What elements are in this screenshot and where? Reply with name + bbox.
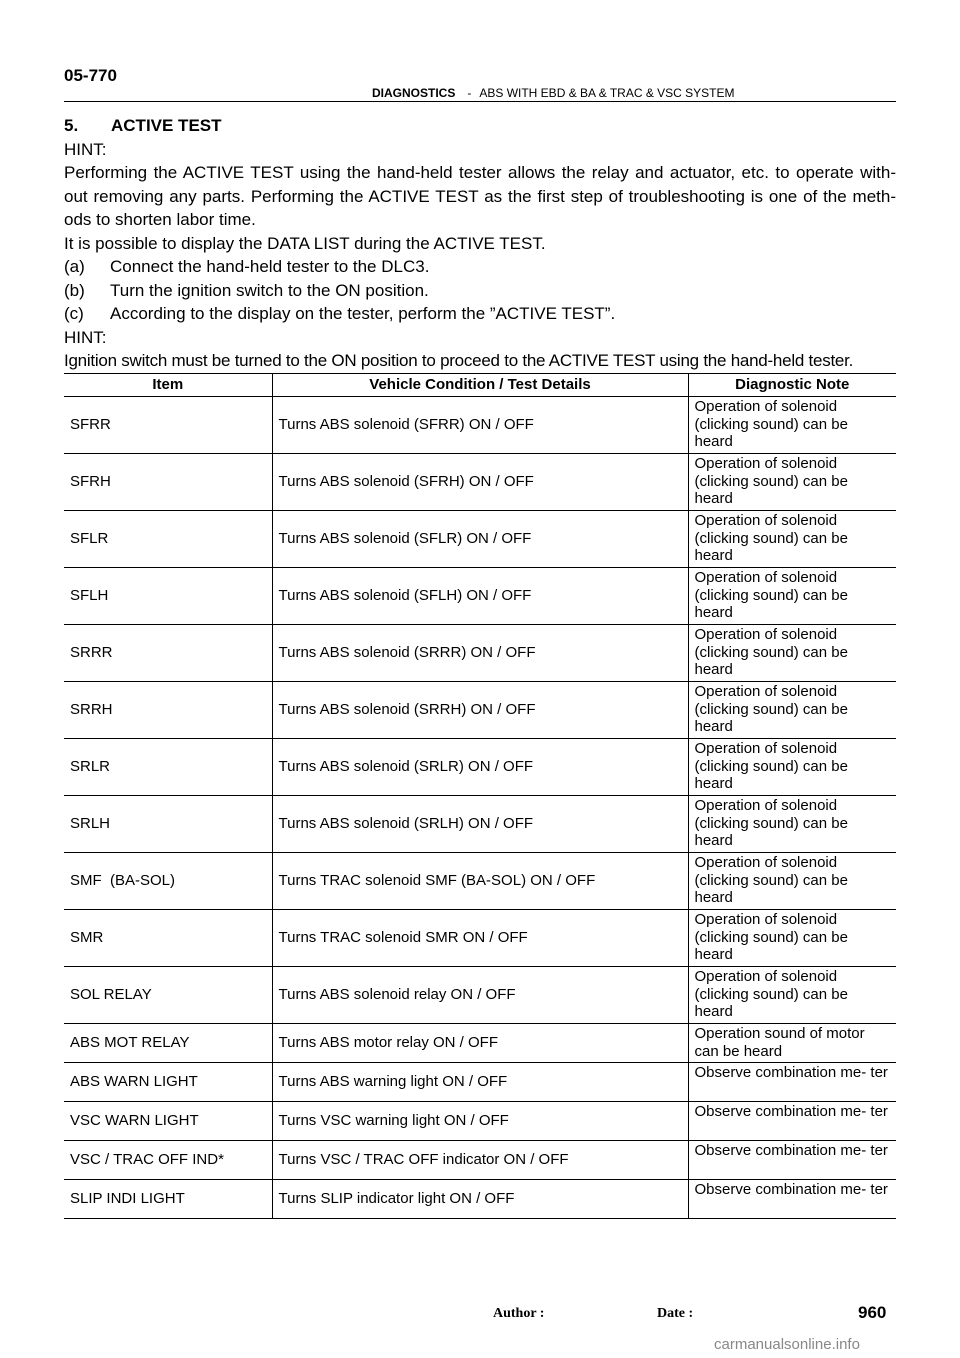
cell-detail: Turns ABS solenoid (SRLH) ON / OFF <box>272 796 688 853</box>
step-label: (a) <box>64 257 85 276</box>
header-section: DIAGNOSTICS <box>372 86 456 100</box>
table-row <box>64 1024 896 1063</box>
cell-note: Operation of solenoid (clicking sound) can be heard <box>688 853 896 910</box>
step-a <box>64 255 896 279</box>
table-row <box>64 1180 896 1219</box>
cell-detail: Turns ABS solenoid (SFLH) ON / OFF <box>272 568 688 625</box>
step-label: (c) <box>64 304 84 323</box>
cell-item: SMF (BA-SOL) <box>64 853 272 910</box>
cell-detail: Turns ABS solenoid (SFRH) ON / OFF <box>272 454 688 511</box>
step-label: (b) <box>64 280 85 300</box>
cell-detail: Turns VSC / TRAC OFF indicator ON / OFF <box>272 1141 688 1180</box>
step-text: Turn the ignition switch to the ON position. <box>110 280 429 300</box>
cell-detail: Turns ABS motor relay ON / OFF <box>272 1024 688 1063</box>
cell-note: Observe combination me- ter <box>688 1102 896 1141</box>
cell-detail: Turns ABS solenoid relay ON / OFF <box>272 967 688 1024</box>
step-text: According to the display on the tester, perform the ”ACTIVE TEST”. <box>110 304 616 323</box>
cell-item: SFRH <box>64 454 272 511</box>
section-heading <box>64 114 896 138</box>
table-row <box>64 682 896 739</box>
page-number: 960 <box>858 1303 887 1322</box>
cell-item: SRLH <box>64 796 272 853</box>
table-row <box>64 1063 896 1102</box>
table-row <box>64 1141 896 1180</box>
table-row <box>64 568 896 625</box>
cell-item: ABS WARN LIGHT <box>64 1063 272 1102</box>
table-row <box>64 967 896 1024</box>
table-body <box>64 397 896 1219</box>
section-number: 5. <box>64 116 79 135</box>
table-row <box>64 1102 896 1141</box>
section-title: ACTIVE TEST <box>111 116 222 135</box>
cell-detail: Turns ABS solenoid (SRRR) ON / OFF <box>272 625 688 682</box>
data-list-note: It is possible to display the DATA LIST during the ACTIVE TEST. <box>64 233 546 253</box>
table-row <box>64 625 896 682</box>
cell-note: Operation of solenoid (clicking sound) can be heard <box>688 625 896 682</box>
table-row <box>64 454 896 511</box>
cell-detail: Turns ABS solenoid (SFRR) ON / OFF <box>272 397 688 454</box>
cell-note: Operation of solenoid (clicking sound) can be heard <box>688 967 896 1024</box>
cell-note: Operation of solenoid (clicking sound) can be heard <box>688 910 896 967</box>
cell-detail: Turns TRAC solenoid SMF (BA-SOL) ON / OFF <box>272 853 688 910</box>
cell-item: SMR <box>64 910 272 967</box>
running-header <box>372 86 735 100</box>
cell-item: VSC / TRAC OFF IND* <box>64 1141 272 1180</box>
cell-item: SFLR <box>64 511 272 568</box>
cell-item: SFLH <box>64 568 272 625</box>
hint-paragraph: Performing the ACTIVE TEST using the hand-held tester allows the relay and actuator, etc. to operate with- out removing any parts. Performing the ACTIVE TEST as the first step of troubleshooting is one of the meth- ods to shorten labor time. <box>64 163 896 229</box>
cell-note: Operation of solenoid (clicking sound) can be heard <box>688 682 896 739</box>
author-label: Author : <box>493 1306 545 1321</box>
column-header-note: Diagnostic Note <box>688 374 896 397</box>
header-separator: - <box>467 86 472 100</box>
cell-detail: Turns ABS warning light ON / OFF <box>272 1063 688 1102</box>
cell-note: Operation sound of motor can be heard <box>688 1024 896 1063</box>
cell-detail: Turns VSC warning light ON / OFF <box>272 1102 688 1141</box>
hint-paragraph-2: Ignition switch must be turned to the ON position to proceed to the ACTIVE TEST using the hand-held tester. <box>64 351 854 370</box>
cell-item: SLIP INDI LIGHT <box>64 1180 272 1219</box>
header-rule <box>64 101 896 102</box>
header-subsection: ABS WITH EBD & BA & TRAC & VSC SYSTEM <box>479 86 735 100</box>
step-b <box>64 279 896 303</box>
cell-detail: Turns ABS solenoid (SRLR) ON / OFF <box>272 739 688 796</box>
table-row <box>64 739 896 796</box>
hint-label: HINT: <box>64 139 107 159</box>
cell-detail: Turns TRAC solenoid SMR ON / OFF <box>272 910 688 967</box>
cell-note: Observe combination me- ter <box>688 1141 896 1180</box>
cell-detail: Turns ABS solenoid (SRRH) ON / OFF <box>272 682 688 739</box>
watermark: carmanualsonline.info <box>714 1336 860 1353</box>
cell-note: Observe combination me- ter <box>688 1063 896 1102</box>
cell-note: Observe combination me- ter <box>688 1180 896 1219</box>
document-body <box>64 114 896 373</box>
page-code: 05-770 <box>64 66 117 85</box>
active-test-table <box>64 373 896 1219</box>
cell-item: SRRR <box>64 625 272 682</box>
table-row <box>64 910 896 967</box>
date-label: Date : <box>657 1306 694 1321</box>
cell-note: Operation of solenoid (clicking sound) can be heard <box>688 511 896 568</box>
cell-item: ABS MOT RELAY <box>64 1024 272 1063</box>
cell-note: Operation of solenoid (clicking sound) can be heard <box>688 796 896 853</box>
column-header-item: Item <box>64 374 272 397</box>
cell-note: Operation of solenoid (clicking sound) can be heard <box>688 397 896 454</box>
column-header-detail: Vehicle Condition / Test Details <box>272 374 688 397</box>
cell-detail: Turns ABS solenoid (SFLR) ON / OFF <box>272 511 688 568</box>
cell-note: Operation of solenoid (clicking sound) can be heard <box>688 454 896 511</box>
table-row <box>64 511 896 568</box>
cell-item: SFRR <box>64 397 272 454</box>
step-text: Connect the hand-held tester to the DLC3. <box>110 257 430 276</box>
cell-detail: Turns SLIP indicator light ON / OFF <box>272 1180 688 1219</box>
cell-item: SOL RELAY <box>64 967 272 1024</box>
hint-label-2: HINT: <box>64 327 107 347</box>
cell-item: VSC WARN LIGHT <box>64 1102 272 1141</box>
table-row <box>64 397 896 454</box>
cell-note: Operation of solenoid (clicking sound) can be heard <box>688 739 896 796</box>
table-header-row <box>64 374 896 397</box>
table-row <box>64 853 896 910</box>
table-row <box>64 796 896 853</box>
step-c <box>64 302 896 326</box>
cell-note: Operation of solenoid (clicking sound) can be heard <box>688 568 896 625</box>
cell-item: SRLR <box>64 739 272 796</box>
cell-item: SRRH <box>64 682 272 739</box>
